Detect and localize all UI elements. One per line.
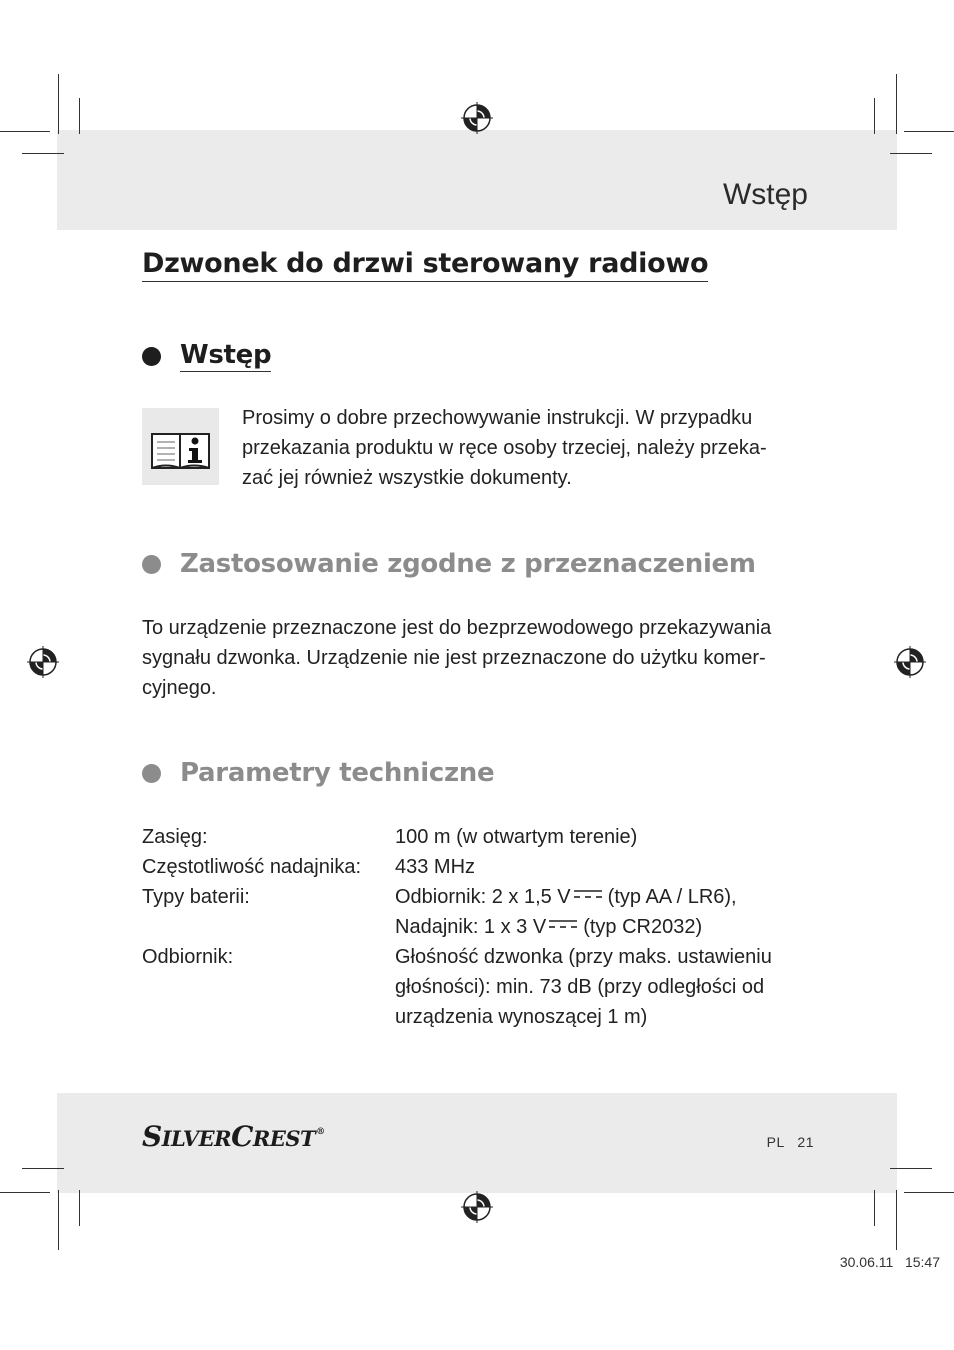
spec-value: 433 MHz <box>395 856 476 878</box>
spec-value: Odbiornik: 2 x 1,5 V (typ AA / LR6), Nadajnik: 1 x 3 V (typ CR2032) <box>395 886 737 938</box>
section-heading-intended-use <box>142 549 756 579</box>
document-title: Dzwonek do drzwi sterowany radiowo <box>142 248 708 282</box>
header-title: Wstęp <box>722 178 808 211</box>
dc-voltage-icon <box>549 919 577 929</box>
section-heading-technical-data <box>142 758 494 788</box>
bullet-icon <box>142 764 161 783</box>
spec-label: Częstotliwość nadajnika: <box>142 856 361 878</box>
section-title: Parametry techniczne <box>180 758 495 788</box>
spec-row-batteries <box>142 882 815 942</box>
registration-mark-icon <box>461 1191 493 1223</box>
spec-row-frequency <box>142 852 815 882</box>
print-timestamp: 30.06.11 15:47 <box>839 1254 940 1270</box>
registration-mark-icon <box>461 102 493 134</box>
intro-paragraph: Prosimy o dobre przechowywanie instrukcji. W przypadku przekazania produktu w ręce osoby trzeciej, należy przeka- zać jej również wszystkie dokumenty. <box>242 407 767 489</box>
manual-info-icon <box>142 408 219 485</box>
dc-voltage-icon <box>574 889 602 899</box>
bullet-icon <box>142 555 161 574</box>
spec-label: Zasięg: <box>142 826 208 848</box>
silvercrest-logo: SILVERCREST® <box>142 1120 325 1153</box>
spec-value: 100 m (w otwartym terenie) <box>395 826 638 848</box>
page-number: PL 21 <box>766 1134 814 1150</box>
spec-label: Odbiornik: <box>142 946 234 968</box>
spec-label: Typy baterii: <box>142 886 250 908</box>
registration-mark-icon <box>27 646 59 678</box>
bullet-icon <box>142 347 161 366</box>
spec-value: Głośność dzwonka (przy maks. ustawieniu głośności): min. 73 dB (przy odległości od urządzenia wynoszącej 1 m) <box>395 946 772 1028</box>
section-title: Wstęp <box>180 340 272 370</box>
section-title: Zastosowanie zgodne z przeznaczeniem <box>180 549 756 579</box>
intended-use-paragraph: To urządzenie przeznaczone jest do bezprzewodowego przekazywania sygnału dzwonka. Urządzenie nie jest przeznaczone do użytku komer- cyjnego. <box>142 617 772 699</box>
spec-row-range <box>142 822 815 852</box>
section-heading-intro <box>142 340 271 372</box>
registration-mark-icon <box>894 646 926 678</box>
technical-specs <box>142 822 815 1032</box>
spec-row-receiver <box>142 942 815 1032</box>
